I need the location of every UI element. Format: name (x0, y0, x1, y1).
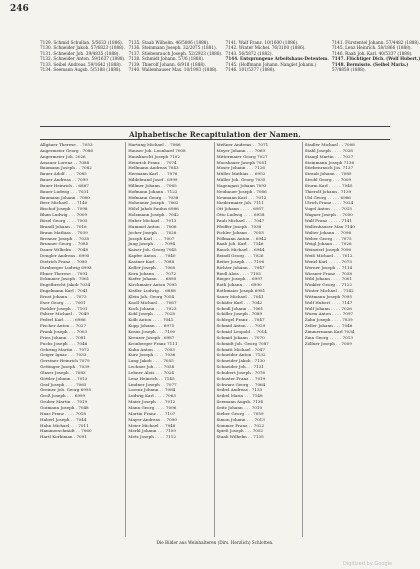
top-entry: 7144. Entsprungene Arbeitshaus-Detentem. (225, 56, 329, 62)
top-entry: 7145. Lenz Heinrich. 58/1866 (1888). (331, 45, 412, 51)
index-entry: Heinrich Franz . . 7074 (128, 159, 177, 165)
index-entry: Kapfer Anton . . . 7040 (128, 253, 176, 259)
index-entry: Hellmann Andreas 7043 (128, 165, 179, 171)
index-entry: Mann Georg . . . . 7096 (128, 404, 177, 410)
index-entry: Koch Johann . . . . 7023 (128, 305, 177, 311)
index-entry: Kreuzer Joseph . 6987 (128, 334, 175, 340)
index-entry: Schäfer Karl . . . 7042 (216, 299, 263, 305)
index-entry: Groß Joseph . . . 6999 (40, 393, 86, 399)
index-entry: Angermeier Georg . 7086 (40, 147, 93, 153)
index-entry: Zahn Joseph . . . . 7039 (304, 317, 353, 323)
section-divider (40, 126, 390, 127)
index-entry: Sauer Michael . . 7041 (216, 293, 264, 299)
index-entry: Schuster Franz . . 7019 (216, 375, 266, 381)
index-entry: Zinn Georg . . . . . 7013 (304, 334, 353, 340)
index-entry: Geiger Ignaz . . . 7033 (40, 352, 87, 358)
index-entry: Bauer Andreas . . 7099 (40, 177, 88, 183)
index-entry: Greiner Joh. Georg 6995 (40, 387, 92, 393)
index-entry: Weigl Johann . . . 7026 (304, 241, 352, 247)
index-entry: Seitz Johann . . . 7010 (216, 404, 263, 410)
top-entry: 7132. Schneider Anton. 59/1637 (1888). (40, 56, 126, 62)
index-entry: Walf Franz . . . . . 7141 (304, 217, 352, 223)
index-entry: Staab Wilhelm . . 7135 (216, 434, 264, 440)
index-entry: Gettinger Joseph . 7039 (40, 364, 90, 370)
top-entry: 7141. Walf Franz. 10/1600 (1886). (225, 40, 299, 45)
index-entry: Müller Mathias . . 6952 (216, 171, 266, 177)
top-entry: 7145. (Hoffmann Johann. Nanglet Johann.) (225, 61, 317, 67)
index-entry: Martin Franz . . . 7107 (128, 410, 176, 416)
index-entry: Straub Johann . . 7085 (304, 171, 352, 177)
index-entry: Kohl Joseph . . . . 7028 (128, 311, 175, 317)
index-entry: Stahl Joseph . . . . 7028 (304, 147, 353, 153)
index-entry: Kaiser Joh. Georg 7045 (128, 247, 177, 253)
top-entry: 7143. 56/5872 (1882). (225, 50, 273, 56)
index-entry: Steinmann Joseph 7136 (304, 159, 355, 165)
index-entry: Schneider Joh. . . 7131 (216, 364, 264, 370)
index-entry: Hauser Joh. Leonhard 7008 (128, 147, 186, 153)
index-entry: Seibel Maria . . . 7148 (216, 393, 263, 399)
index-entry: Mayer Andreas . . 7090 (128, 416, 177, 422)
page-number: 246 (10, 4, 29, 14)
index-entry: Kuhn Anton . . . . 7053 (128, 346, 175, 352)
index-entry: Stadler Michael . . 7008 (304, 142, 355, 147)
index-entry: Engelmann Karl . 7041 (40, 288, 88, 294)
top-entry: 7138. Schmidt Johann. 57/6 (1888). (128, 56, 205, 62)
index-entry: Jocher Joseph . . . 7026 (128, 229, 177, 235)
index-entry: Uhl Georg . . . . . 6986 (304, 194, 351, 200)
index-entry: Fahrer Michael . . 7049 (40, 311, 89, 317)
index-entry: Pichler Johann . . 7055 (216, 229, 264, 235)
index-entry: Pauli Michael . . . 7047 (216, 217, 265, 223)
index-entry: Schneider Jakob . 7130 (216, 358, 265, 364)
index-entry: Dauer Wilhelm . . 7048 (40, 247, 88, 253)
top-entry: 7135. Staab Wilhelm. 46/5806 (1888). (128, 40, 210, 45)
index-entry: Winkler Georg . . 7122 (304, 282, 352, 288)
index-entry: Angermeier Joh. 2026 (40, 153, 86, 159)
top-entry: 7131. Schneider Joh. 39/4835 (1888). (40, 50, 120, 56)
name-index (40, 142, 390, 537)
index-entry: Gerstner Heinrich 7079 (40, 358, 90, 364)
index-entry: Rauch Michael . . 6944 (216, 247, 265, 253)
index-entry: Vogel Anton . . . . 7015 (304, 206, 352, 212)
index-entry: Beer Michael . . . 7140 (40, 200, 88, 206)
top-entry: 7130. Schneider Jakob. 57/6823 (1888). (40, 45, 125, 51)
index-entry: Stiebenrauch Jos. 7137 (304, 165, 354, 171)
index-entry: Lindner Joseph . . 7077 (128, 381, 177, 387)
index-entry: Kopp Johann . . . 6975 (128, 323, 175, 329)
index-entry: Allgäuer Therese . . 7053 (40, 142, 93, 147)
index-entry: Sieber Georg . . . 7059 (216, 410, 264, 416)
index-entry: Wittmann Joseph 7095 (304, 293, 352, 299)
index-entry: Holzmann Joseph . 7042 (128, 212, 179, 218)
index-entry: Dietrich Franz . . 7080 (40, 258, 88, 264)
index-entry: Gruber Martin . . 7019 (40, 399, 88, 405)
index-entry: Roth Johann . . . 6990 (216, 282, 262, 288)
index-entry: Hildebrand Josef . 6999 (128, 177, 178, 183)
index-entry: Schwarz Georg . . 7064 (216, 381, 266, 387)
index-entry: Assauer Lorenz . . 7088 (40, 159, 90, 165)
index-entry: Hohenner Joseph . 7062 (128, 200, 179, 206)
index-entry: Schmid Leopold . . 7014 (216, 329, 267, 334)
index-entry: Klein Joh. Georg 7054 (128, 293, 175, 299)
index-entry: Brunner Georg . . 7085 (40, 241, 89, 247)
index-entry: Göttler Johann . . 7013 (40, 375, 88, 381)
index-entry: Niedermaier Joh. 7111 (216, 200, 264, 206)
index-entry: Joseph Karl . . . . 7007 (128, 235, 175, 241)
index-entry: Ulrich Franz . . . . 7024 (304, 200, 354, 206)
index-entry: Spieß Joseph . . . 7052 (216, 428, 264, 434)
index-entry: Zeller Johann . . . 7046 (304, 323, 353, 329)
index-entry: Riedl Alois . . . . 7105 (216, 270, 261, 276)
top-entry: 7146. Raab Joh. Karl. 40/5337 (1888). (331, 50, 413, 56)
index-entry: Hartung Michael . . 7066 (128, 142, 181, 147)
index-entry: Hofmann Georg . . 7038 (128, 194, 179, 200)
index-entry: Neubauer Joseph . 7066 (216, 188, 267, 194)
index-entry: Metz Joseph . . . . 7112 (128, 434, 176, 440)
index-entry: Weiß Michael . . . 7012 (304, 253, 353, 259)
index-entry: Stangl Martin . . . 7027 (304, 153, 354, 159)
index-entry: Bauer Ludwig . . . 7031 (40, 188, 89, 194)
top-entry: 7134. Seemann Augsb. 5/5188 (1888). (40, 67, 122, 73)
index-entry: Kurz Joseph . . . . 7036 (128, 352, 176, 358)
index-column (128, 142, 214, 537)
index-entry: Kolb Anton . . . . 7041 (128, 317, 174, 323)
index-entry: Meyer Johann . . . 7069 (216, 147, 266, 153)
index-entry: Merkl Johann . . . 7109 (128, 428, 176, 434)
index-entry: Kern Johann . . . . 7072 (128, 270, 177, 276)
index-entry: Meier Michael . . 7048 (128, 422, 176, 428)
index-entry: Schlegel Franz . . 7047 (216, 317, 265, 323)
index-entry: Sommer Franz . . 7022 (216, 422, 265, 428)
index-entry: Gehring Martin . . 7072 (40, 346, 90, 352)
index-entry: Hammerschmidt . . 7060 (40, 428, 92, 434)
index-entry: Richter Johann . . 7047 (216, 264, 265, 270)
index-entry: Schneider Anton . 7132 (216, 352, 266, 358)
index-entry: Otto Ludwig . . . . 6958 (216, 212, 265, 218)
index-entry: Thierolf Johann . 7139 (304, 188, 352, 194)
index-entry: Kirchmaier Anton 7095 (128, 282, 177, 288)
index-entry: Lorenz Johann . . 7084 (128, 387, 176, 393)
index-entry: Nagengast Johann 7093 (216, 182, 267, 188)
index-entry: Haberl Joseph . . 7044 (40, 416, 87, 422)
index-entry: Seibel Andreas . 7133 (216, 387, 263, 393)
index-entry: Reindl Georg . . . 7026 (216, 253, 264, 259)
top-entry: 7137. Stiebenrauch Joseph. 52/2923 (1888). (128, 50, 223, 56)
index-entry: Eser Georg . . . . 7001 (40, 299, 86, 305)
top-entry: 7129. Schmid Schullan. 5/5633 (1886). (40, 40, 124, 45)
index-entry: Hofmann Johann . 7122 (128, 188, 178, 194)
index-entry: Weber Georg . . . 7075 (304, 235, 352, 241)
index-entry: Ebner Therese . . 7091 (40, 270, 88, 276)
index-entry: Wolf Johann . . . . 7026 (304, 305, 352, 311)
top-entry: 7140. Wallenhauser Max. 10/1993 (1888). (128, 67, 218, 73)
index-entry: Wallenhauser Max 7140 (304, 223, 355, 229)
index-entry: Gutmann Joseph . 7048 (40, 404, 89, 410)
index-entry: Winter Michael . . 7142 (304, 288, 354, 294)
index-entry: Brenner Joseph . . 7035 (40, 235, 90, 241)
index-column (217, 142, 303, 537)
index-entry: Glaser Joseph . . 7083 (40, 369, 86, 375)
index-entry: Moser Johann . . . 7126 (216, 165, 265, 171)
index-entry: Bischof Joseph . . 7098 (40, 206, 88, 212)
index-entry: Weinzierl Joseph 7096 (304, 247, 352, 253)
index-entry: Schmitt Michael . 7047 (216, 346, 265, 352)
index-entry: Federl Karl . . . . 6986 (40, 317, 86, 323)
top-entry: 7146. 101/5377 (1888). (225, 67, 276, 73)
index-entry: Wild Johann . . . . 7001 (304, 276, 353, 282)
index-entry: Kraus Joseph . . . 7100 (128, 329, 176, 334)
index-entry: Lehner Alois . . . 7024 (128, 369, 175, 375)
index-entry: Werner Joseph . . 7114 (304, 264, 353, 270)
index-entry: Lenz Heinrich . . 7145 (128, 375, 175, 381)
index-entry: Ernst Johann . . . 7073 (40, 293, 87, 299)
index-entry: Huber Michael . . 7013 (128, 217, 177, 223)
index-entry: Eckmaier Joseph . 7061 (40, 276, 90, 282)
index-entry: Schiller Joseph . 7089 (216, 311, 263, 317)
index-column (305, 142, 390, 537)
index-entry: Fischer Anton . . 7027 (40, 323, 87, 329)
index-entry: Zimmermann Karl 7034 (304, 329, 355, 334)
index-entry: Hahn Michael . . . 7011 (40, 422, 89, 428)
index-entry: Moosbauer Joseph 7051 (216, 159, 267, 165)
index-entry: Pfeiffer Joseph . 7038 (216, 223, 262, 229)
index-entry: Rieger Joseph . . 6997 (216, 276, 263, 282)
index-entry: Schubert Joseph . 7076 (216, 369, 266, 375)
index-entry: Engelbrecht Jakob 7034 (40, 282, 91, 288)
top-entry: 7141. Fürstentel Johann. 57/4482 (1888). (331, 40, 420, 45)
index-entry: Sturm Karl . . . . . 7045 (304, 182, 353, 188)
footer-note: Die Bilder aus Weinhalteren (Dirs. Herzlich) Schlotten. (156, 540, 274, 545)
index-entry: Wagner Joseph . . 7050 (304, 212, 353, 218)
index-entry: Lechner Joh. . . . 7058 (128, 364, 175, 370)
top-entry: 7147. Flüchtiger Dich. (Wolf Hubert.) (331, 56, 420, 62)
index-entry: Wurm Anton . . . . 7097 (304, 311, 354, 317)
index-entry: Reiter Joseph . . . 7106 (216, 258, 265, 264)
section-title: Alphabetische Recapitulation der Namen. (129, 130, 301, 139)
watermark: Digitized by Google (343, 561, 392, 567)
index-entry: Knoll Michael . . . 7067 (128, 299, 177, 305)
index-entry: Simon Johann . . . 7013 (216, 416, 265, 422)
index-entry: Ludwig Karl . . . . 7063 (128, 393, 176, 399)
index-entry: Rothmaier Joseph 6981 (216, 288, 266, 294)
index-entry: Hummel Anton . . 7006 (128, 223, 177, 229)
index-entry: Hermann Karl . . . 7076 (128, 171, 178, 177)
top-entry: 7136. Steinmann Joseph. 32/2075 (1881). (128, 45, 217, 51)
index-entry: Hausknecht Joseph 7102 (128, 153, 181, 159)
index-entry: Mittermaier Georg 7027 (216, 153, 268, 159)
index-entry: Pöllmann Anton . . 6942 (216, 235, 267, 241)
index-entry: Kronberger Franz 7111 (128, 340, 178, 346)
index-entry: Kastner Karl . . . 7088 (128, 258, 175, 264)
index-entry: Blum Ludwig . . . 7009 (40, 212, 88, 218)
index-entry: Bauer Adolf . . . . 7085 (40, 171, 87, 177)
index-entry: Wolf Hubert . . . . 7147 (304, 299, 353, 305)
index-column (40, 142, 126, 537)
index-entry: Seemann Augsb. 7134 (216, 399, 264, 405)
index-entry: Baumann Joseph . . 7082 (40, 165, 92, 171)
section-divider (40, 139, 390, 140)
index-entry: Keller Joseph . . . 7060 (128, 264, 176, 270)
index-entry: Raab Joh. Karl . . 7146 (216, 241, 264, 247)
index-entry: Lang Jakob . . . . 7055 (128, 358, 174, 364)
index-entry: Brandl Johann . . 7016 (40, 223, 87, 229)
top-entry: 57/8858 (1888). (331, 67, 366, 73)
index-entry: Strobl Georg . . . 7009 (304, 177, 352, 183)
index-entry: Fuchs Joseph . . . 7046 (40, 340, 88, 346)
index-entry: Baumann Johann . 7080 (40, 194, 90, 200)
index-entry: Jung Joseph . . . . 7094 (128, 241, 176, 247)
top-entry: 7148. Bermisste. (Seibel Maria.) (331, 61, 409, 67)
index-entry: Fries Johann . . . 7081 (40, 334, 86, 340)
index-entry: Wenzl Karl . . . . . 7075 (304, 258, 352, 264)
index-entry: Schedl Johann . . 7061 (216, 305, 264, 311)
index-entry: Ott Johann . . . . . 6957 (216, 206, 264, 212)
index-entry: Schmidt Joh. Georg 7087 (216, 340, 269, 346)
index-entry: Dengler Andreas . 6995 (40, 253, 90, 259)
index-entry: Kiefer Johann . . . 6890 (128, 276, 177, 282)
index-entry: Hartl Korbinian . 7091 (40, 434, 87, 440)
index-entry: Schmid Anton . . . 7029 (216, 323, 266, 329)
index-entry: Meßner Andreas . . 7071 (216, 142, 269, 147)
index-entry: Neumann Karl . . . 7012 (216, 194, 267, 200)
index-entry: Haas Franz . . . . 7018 (40, 410, 87, 416)
index-entry: Bösel Georg . . . . 7005 (40, 217, 88, 223)
index-entry: Zöllner Joseph . . 7009 (304, 340, 352, 346)
index-entry: Wiesner Franz . . 7038 (304, 270, 352, 276)
top-entry: 7142. Winter Michel. 76/3100 (1886). (225, 45, 306, 51)
index-entry: Müller Joh. Georg 7035 (216, 177, 266, 183)
index-entry: Hölzl Jakob Paulus 6986 (128, 206, 179, 212)
index-entry: Frank Joseph . . . 7003 (40, 329, 88, 334)
index-entry: Bauer Heinrich . . 6887 (40, 182, 89, 188)
top-entry: 7133. Seibel Andreas. 59/1642 (1888). (40, 61, 123, 67)
index-entry: Maier Joseph . . . 7012 (128, 399, 176, 405)
index-entry: Braun Mathias . . 7039 (40, 229, 88, 235)
index-entry: Dirnberger Ludwig 6993 (40, 264, 92, 270)
index-entry: Schmid Johann . . 7070 (216, 334, 265, 340)
top-entry: 7139. Thierolf Johann. 6/918 (1888). (128, 61, 206, 67)
index-entry: Fackler Joseph . . 7101 (40, 305, 88, 311)
index-entry: Hillmer Johann . . 7065 (128, 182, 177, 188)
index-entry: Kistler Ludwig . . 6888 (128, 288, 176, 294)
index-entry: Walter Johann . . 7096 (304, 229, 352, 235)
index-entry: Graf Joseph . . . . 7065 (40, 381, 87, 387)
